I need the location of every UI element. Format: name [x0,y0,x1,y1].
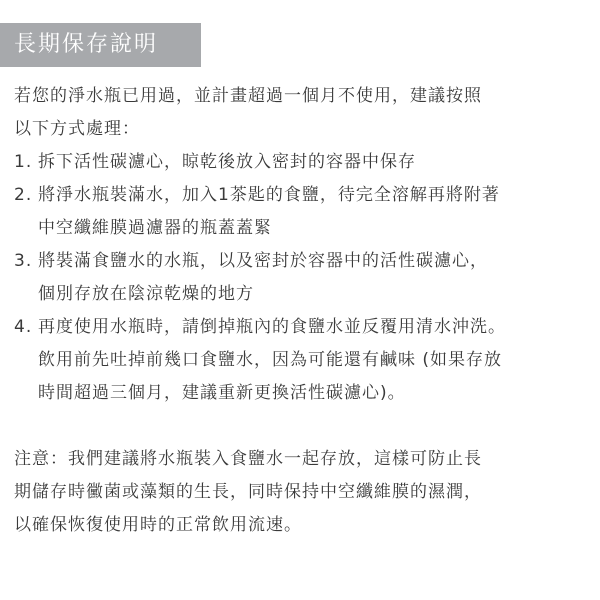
intro-line: 以下方式處理： [14,119,140,139]
note-line: 以確保恢復使用時的正常飲用流速。 [14,515,302,535]
step-line: 飲用前先吐掉前幾口食鹽水，因為可能還有鹹味 (如果存放 [38,350,503,370]
step-line: 將裝滿食鹽水的水瓶，以及密封於容器中的活性碳濾心， [38,251,488,271]
step-line: 將淨水瓶裝滿水，加入1茶匙的食鹽，待完全溶解再將附著 [38,185,500,205]
step-line: 個別存放在陰涼乾燥的地方 [38,284,254,304]
step-line: 拆下活性碳濾心，晾乾後放入密封的容器中保存 [38,152,416,172]
step-text [38,311,506,410]
intro-paragraph [14,80,590,146]
steps-list [14,146,590,410]
step-number: 4. [14,317,33,337]
note-paragraph [14,443,590,542]
step-line: 中空纖維膜過濾器的瓶蓋蓋緊 [38,218,272,238]
step-item-4 [14,311,590,410]
step-text [38,179,500,245]
step-item-2 [14,179,590,245]
step-text [38,245,488,311]
instructions-body [14,80,590,542]
step-item-1 [14,146,590,179]
note-line: 期儲存時黴菌或藻類的生長，同時保持中空纖維膜的濕潤， [14,482,482,502]
step-line: 再度使用水瓶時，請倒掉瓶內的食鹽水並反覆用清水沖洗。 [38,317,506,337]
step-text [38,146,416,179]
step-line: 時間超過三個月，建議重新更換活性碳濾心)。 [38,383,406,403]
intro-line: 若您的淨水瓶已用過，並計畫超過一個月不使用，建議按照 [14,86,482,106]
page-title: 長期保存說明 [0,23,201,67]
section-spacer [14,410,590,443]
step-number: 1. [14,152,33,172]
step-number: 2. [14,185,33,205]
step-item-3 [14,245,590,311]
step-number: 3. [14,251,33,271]
note-line: 注意：我們建議將水瓶裝入食鹽水一起存放，這樣可防止長 [14,449,482,469]
